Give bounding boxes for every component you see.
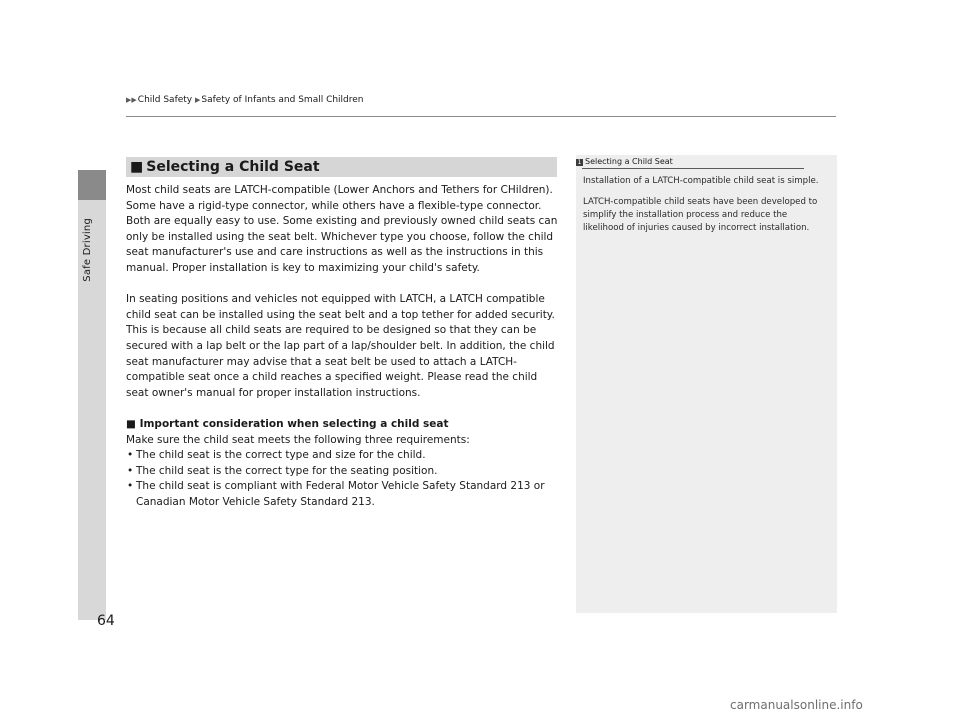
breadcrumb [126,95,364,105]
list-item: • The child seat is the correct type and size for the child. [126,448,559,464]
watermark: carmanualsonline.info [730,698,863,712]
note-heading [576,157,673,166]
breadcrumb-arrow-icon: ▶▶ [126,96,137,104]
note-divider [582,168,804,169]
body-paragraph: In seating positions and vehicles not equipped with LATCH, a LATCH compatible child seat can be installed using the seat belt and a top tether for added security. This is because all child seats are required to be designed so that they can be secured with a lap belt or the lap part of a lap/shoulder belt. In addition, the child seat manufacturer may advise that a seat belt be used to attach a LATCH-compatible seat once a child reaches a specified weight. Please read the child seat owner's manual for proper installation instructions. [126,293,555,399]
subsection-heading [126,417,559,433]
square-bullet-icon: ■ [126,417,136,430]
note-paragraph: Installation of a LATCH-compatible child seat is simple. [583,176,819,186]
breadcrumb-item-infants[interactable]: Safety of Infants and Small Children [201,95,364,105]
note-paragraph: LATCH-compatible child seats have been developed to simplify the installation process and reduce the likelihood of injuries caused by incorrect installation. [583,197,818,233]
page-number: 64 [97,613,115,629]
section-heading [126,157,557,177]
requirements-intro: Make sure the child seat meets the following three requirements: [126,433,470,446]
body-paragraph: Most child seats are LATCH-compatible (Lower Anchors and Tethers for CHildren). Some have a rigid-type connector, while others have a flexible-type connector. Both are equally easy to use. Some existing and previously owned child seats can only be installed using the seat belt. Whichever type you choose, follow the child seat manufacturer's use and care instructions as well as the instructions in this manual. Proper installation is key to maximizing your child's safety. [126,184,558,274]
side-tab-label: Safe Driving [82,218,93,282]
note-marker-icon: 1 [577,159,582,166]
side-tab-block [78,170,106,200]
breadcrumb-item-child-safety[interactable]: Child Safety [137,95,193,105]
square-bullet-icon: ■ [130,159,144,175]
list-item: • The child seat is compliant with Federal Motor Vehicle Safety Standard 213 or Canadian Motor Vehicle Safety Standard 213. [126,479,559,510]
main-body [126,183,559,510]
note-title: Selecting a Child Seat [585,157,673,166]
list-item: • The child seat is the correct type for the seating position. [126,464,559,480]
subsection-title: Important consideration when selecting a child seat [139,417,449,430]
requirements-list [126,448,559,510]
section-title: Selecting a Child Seat [146,159,320,175]
note-body [583,175,823,235]
breadcrumb-arrow-icon: ▶ [195,96,201,104]
header-divider [126,116,836,117]
